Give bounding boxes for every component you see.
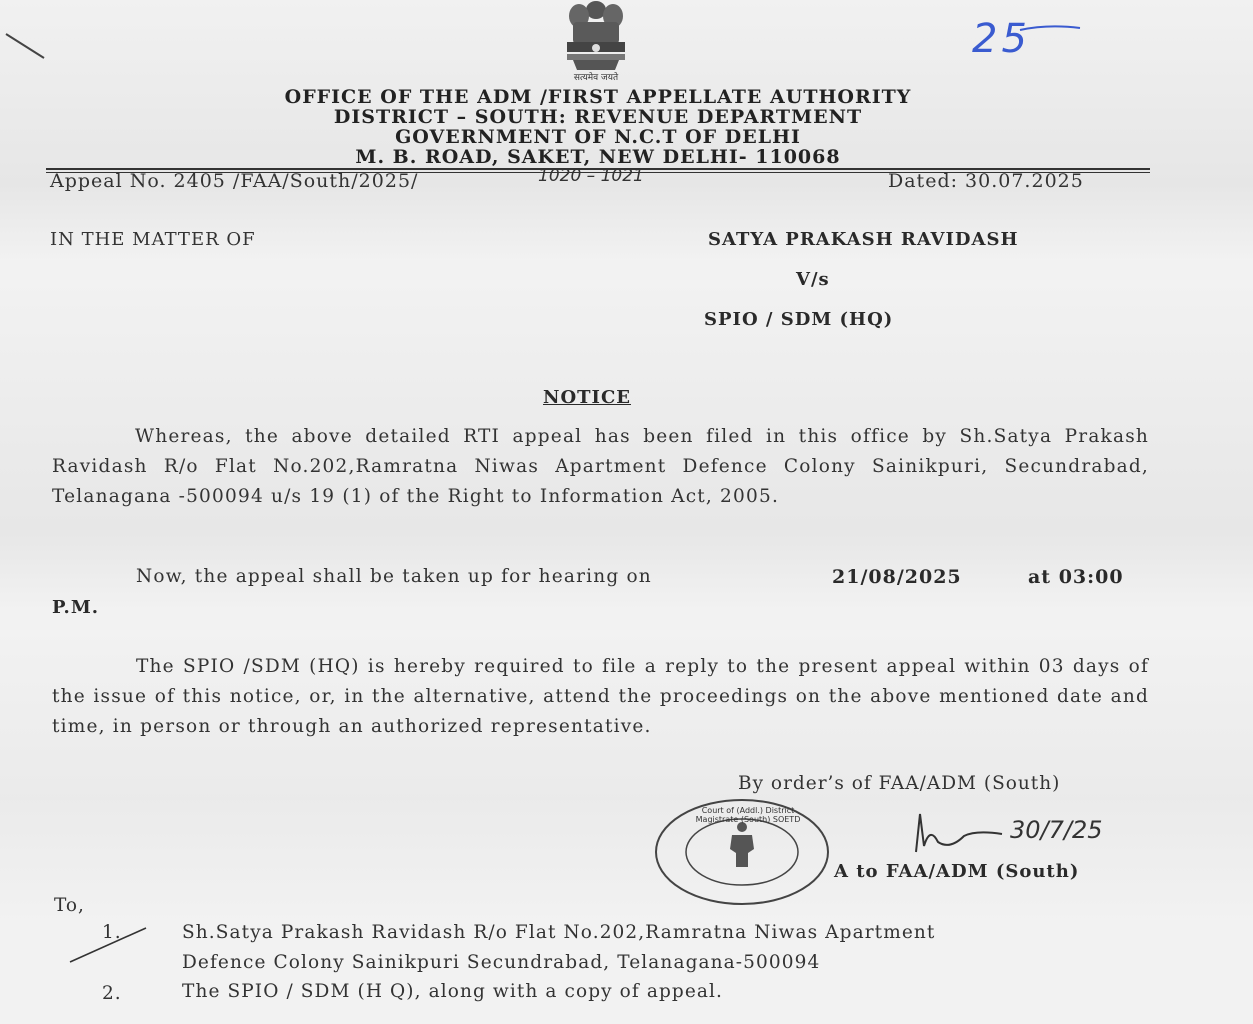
handwritten-reference: 1020 – 1021 bbox=[538, 166, 644, 186]
to-label: To, bbox=[54, 895, 85, 916]
matter-label: IN THE MATTER OF bbox=[50, 229, 256, 250]
designation: A to FAA/ADM (South) bbox=[834, 861, 1080, 882]
versus-label: V/s bbox=[796, 269, 830, 290]
recipient-2-line-1: The SPIO / SDM (H Q), along with a copy of appeal. bbox=[182, 981, 724, 1002]
order-line: By order’s of FAA/ADM (South) bbox=[738, 773, 1061, 794]
handwritten-stroke bbox=[1018, 22, 1082, 36]
hearing-time: at 03:00 bbox=[1028, 566, 1124, 588]
recipient-number-2: 2. bbox=[102, 983, 122, 1004]
respondent-name: SPIO / SDM (HQ) bbox=[704, 309, 894, 330]
header-office: OFFICE OF THE ADM /FIRST APPELLATE AUTHORITY bbox=[284, 86, 912, 108]
header-government: GOVERNMENT OF N.C.T OF DELHI bbox=[395, 126, 801, 148]
corner-scribble bbox=[4, 30, 48, 62]
stamp-inscription: Court of (Addl.) District Magistrate (South) SOETD bbox=[695, 806, 801, 824]
hearing-pm: P.M. bbox=[52, 597, 100, 618]
recipient-1-line-1: Sh.Satya Prakash Ravidash R/o Flat No.202,Ramratna Niwas Apartment bbox=[182, 922, 936, 943]
appeal-date: Dated: 30.07.2025 bbox=[888, 170, 1084, 192]
notice-paragraph-reply: The SPIO /SDM (HQ) is hereby required to file a reply to the present appeal within 03 days of the issue of this notice, or, in the alternative, attend the proceedings on the above mentioned date and time, in person or through an authorized representative. bbox=[52, 656, 1149, 737]
notice-title: NOTICE bbox=[543, 387, 631, 408]
emblem-motto: सत्यमेव जयते bbox=[573, 73, 619, 83]
hearing-date: 21/08/2025 bbox=[832, 566, 962, 588]
appellant-name: SATYA PRAKASH RAVIDASH bbox=[708, 229, 1019, 250]
signature-date: 30/7/25 bbox=[1010, 816, 1103, 844]
recipient-strike bbox=[66, 922, 150, 966]
header-district: DISTRICT – SOUTH: REVENUE DEPARTMENT bbox=[333, 106, 863, 128]
header-address: M. B. ROAD, SAKET, NEW DELHI- 110068 bbox=[355, 146, 841, 168]
handwritten-page-number: 25 bbox=[972, 16, 1031, 62]
hearing-lead-text: Now, the appeal shall be taken up for hearing on bbox=[136, 566, 652, 587]
recipient-1-line-2: Defence Colony Sainikpuri Secundrabad, Telanagana-500094 bbox=[182, 952, 821, 973]
recipient-number-1: 1. bbox=[102, 922, 122, 943]
handwritten-signature bbox=[910, 806, 1020, 862]
notice-paragraph-filing: Whereas, the above detailed RTI appeal has been filed in this office by Sh.Satya Prakash Ravidash R/o Flat No.202,Ramratna Niwas Apartment Defence Colony Sainikpuri, Secundrabad, Telanagana -500094 u/s 19 (1) of the Right to Information Act, 2005. bbox=[52, 426, 1149, 507]
appeal-number: Appeal No. 2405 /FAA/South/2025/ bbox=[50, 170, 419, 192]
